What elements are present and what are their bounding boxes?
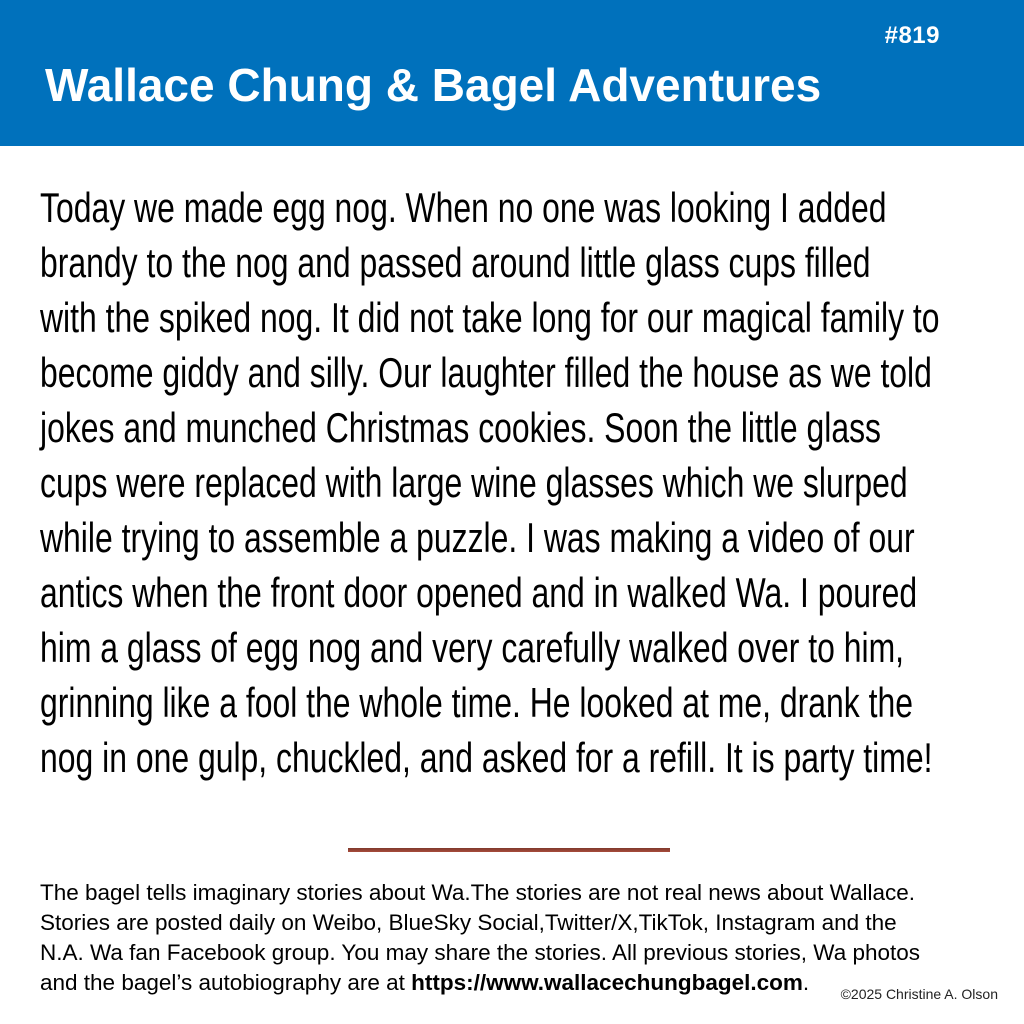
story-line: nog in one gulp, chuckled, and asked for a refill. It is party time! [40,734,933,781]
story-line: with the spiked nog. It did not take long for our magical family to [40,294,940,341]
footer-disclaimer [40,878,1000,998]
story-line: cups were replaced with large wine glasses which we slurped [40,459,908,506]
story-line: grinning like a fool the whole time. He looked at me, drank the [40,679,913,726]
story-line: while trying to assemble a puzzle. I was making a video of our [40,514,915,561]
footer-line-url: and the bagel’s autobiography are at https://www.wallacechungbagel.com. [40,970,810,995]
website-url: https://www.wallacechungbagel.com [411,970,803,995]
footer-line: N.A. Wa fan Facebook group. You may share the stories. All previous stories, Wa photos [40,940,921,965]
story-line: Today we made egg nog. When no one was looking I added [40,184,887,231]
header-banner [0,0,1024,146]
copyright-text: ©2025 Christine A. Olson [840,986,998,1002]
story-line: him a glass of egg nog and very carefully walked over to him, [40,624,905,671]
story-line: brandy to the nog and passed around little glass cups filled [40,239,871,286]
page-title: Wallace Chung & Bagel Adventures [45,59,822,111]
story-line: become giddy and silly. Our laughter filled the house as we told [40,349,932,396]
footer-line: Stories are posted daily on Weibo, BlueSky Social,Twitter/X,TikTok, Instagram and the [40,910,897,935]
story-line: jokes and munched Christmas cookies. Soon the little glass [40,404,881,451]
story-text [40,180,1024,785]
footer-line: The bagel tells imaginary stories about Wa.The stories are not real news about Wallace. [40,880,916,905]
issue-number: #819 [884,22,940,49]
story-line: antics when the front door opened and in walked Wa. I poured [40,569,918,616]
divider-line [348,848,670,852]
